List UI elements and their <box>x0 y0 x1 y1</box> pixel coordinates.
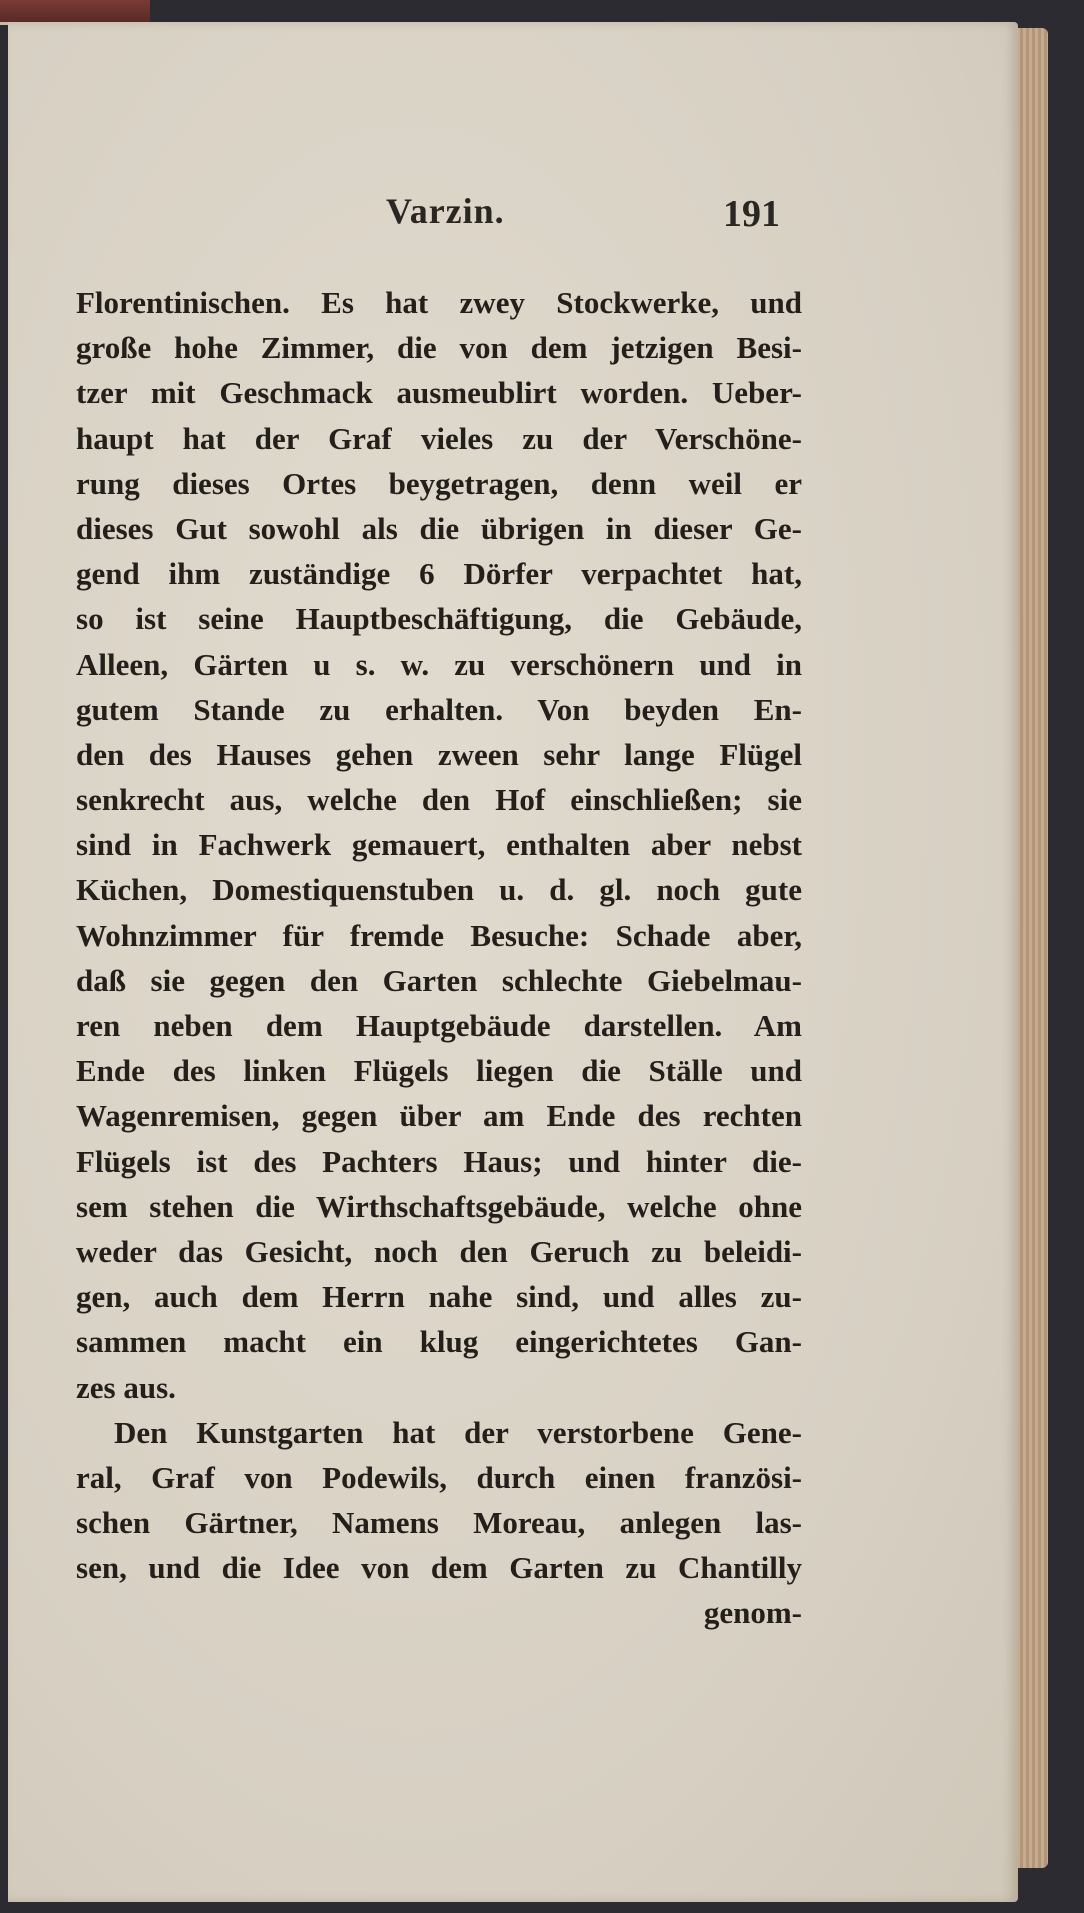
text-line: haupt hat der Graf vieles zu der Verschöne- <box>76 420 802 456</box>
book-page <box>8 22 1018 1902</box>
text-line: so ist seine Hauptbeschäftigung, die Gebäude, <box>76 601 802 637</box>
text-line: daß sie gegen den Garten schlechte Giebelmau- <box>76 962 802 998</box>
text-line: ren neben dem Hauptgebäude darstellen. Am <box>76 1008 802 1043</box>
text-line: dieses Gut sowohl als die übrigen in dieser Ge- <box>76 510 802 546</box>
text-line: sind in Fachwerk gemauert, enthalten aber nebst <box>76 827 802 863</box>
text-line: ral, Graf von Podewils, durch einen französi- <box>76 1459 802 1495</box>
text-line: Den Kunstgarten hat der verstorbene Gene- <box>114 1414 802 1450</box>
text-line: schen Gärtner, Namens Moreau, anlegen las- <box>76 1505 802 1541</box>
text-line: gutem Stande zu erhalten. Von beyden En- <box>76 691 802 727</box>
text-line: sem stehen die Wirthschaftsgebäude, welche ohne <box>76 1188 802 1224</box>
text-line: den des Hauses gehen zween sehr lange Flügel <box>76 736 802 772</box>
text-line: Alleen, Gärten u s. w. zu verschönern und in <box>76 646 802 682</box>
text-line: tzer mit Geschmack ausmeublirt worden. Ueber- <box>76 375 802 411</box>
text-line: Küchen, Domestiquenstuben u. d. gl. noch gute <box>76 872 802 908</box>
text-line: genom- <box>703 1595 802 1631</box>
text-line: zes aus. <box>76 1369 176 1405</box>
text-line: Florentinischen. Es hat zwey Stockwerke, und <box>76 285 802 320</box>
text-line: sen, und die Idee von dem Garten zu Chantilly <box>76 1550 802 1586</box>
text-line: Wagenremisen, gegen über am Ende des rechten <box>76 1098 802 1134</box>
text-line: gen, auch dem Herrn nahe sind, und alles zu- <box>76 1279 802 1315</box>
text-line: senkrecht aus, welche den Hof einschließen; sie <box>76 782 802 818</box>
text-line: Wohnzimmer für fremde Besuche: Schade aber, <box>76 917 802 953</box>
text-line: Flügels ist des Pachters Haus; und hinter die- <box>76 1143 802 1179</box>
text-line: rung dieses Ortes beygetragen, denn weil er <box>76 465 802 501</box>
body-text <box>76 280 802 1636</box>
page-header <box>8 190 1018 240</box>
page-number: 191 <box>723 193 780 235</box>
text-line: sammen macht ein klug eingerichtetes Gan- <box>76 1324 802 1360</box>
running-head: Varzin. <box>386 191 505 231</box>
text-line: Ende des linken Flügels liegen die Ställe und <box>76 1053 802 1089</box>
text-line: große hohe Zimmer, die von dem jetzigen Besi- <box>76 330 802 366</box>
text-line: weder das Gesicht, noch den Geruch zu beleidi- <box>76 1233 802 1269</box>
text-line: gend ihm zuständige 6 Dörfer verpachtet hat, <box>76 556 802 592</box>
